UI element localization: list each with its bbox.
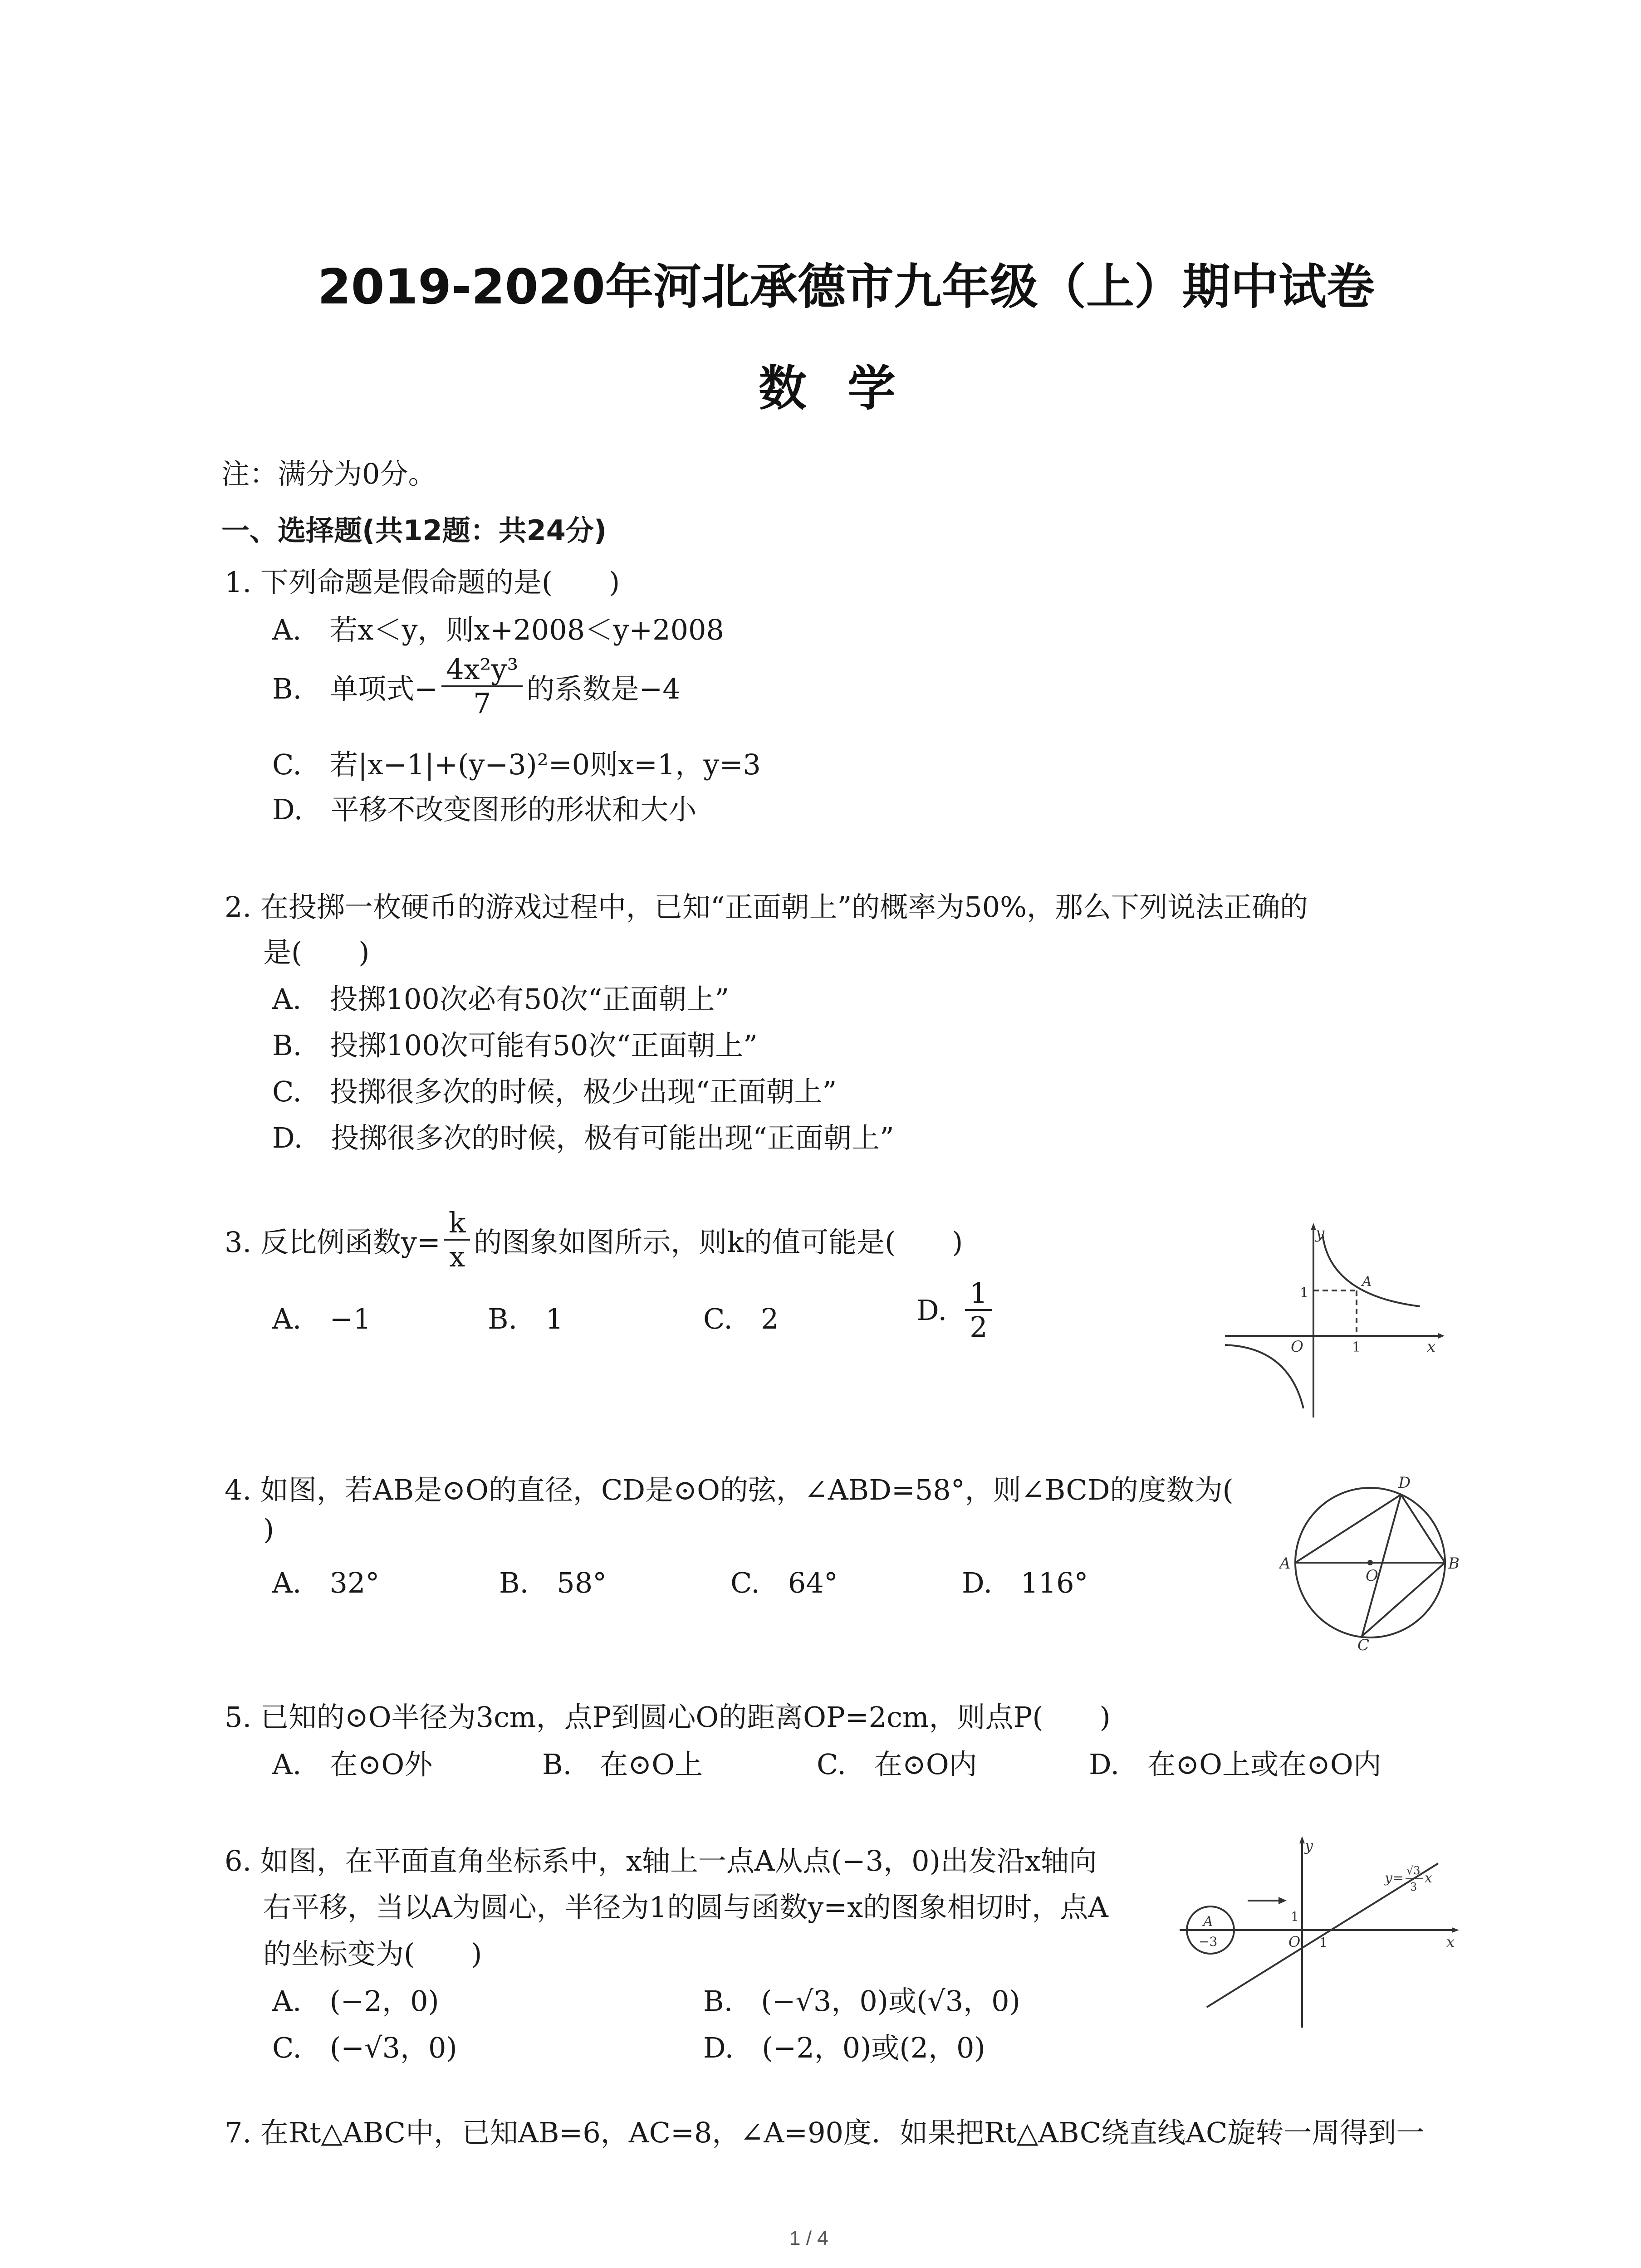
- question-6-option-a: A. (−2，0): [272, 1984, 439, 2018]
- segment-bd: [1401, 1495, 1445, 1563]
- question-3-option-b: B. 1: [488, 1302, 563, 1335]
- x-tick-1: 1: [1319, 1935, 1327, 1950]
- page-number: 1 / 4: [789, 2227, 828, 2249]
- question-6-option-d: D. (−2，0)或(2，0): [703, 2031, 985, 2064]
- shift-arrow-icon: [1279, 1897, 1287, 1904]
- y-tick-1: 1: [1291, 1909, 1299, 1924]
- circle-figure: [1279, 1470, 1461, 1651]
- question-5-stem: 5. 已知的⊙O半径为3cm，点P到圆心O的距离OP=2cm，则点P( ): [225, 1701, 1111, 1734]
- y-label: y: [1316, 1224, 1325, 1242]
- y-tick-1: 1: [1300, 1285, 1309, 1301]
- question-4-stem-line-1: 4. 如图，若AB是⊙O的直径，CD是⊙O的弦，∠ABD=58°，则∠BCD的度数为(: [225, 1473, 1234, 1506]
- x-label: x: [1446, 1933, 1455, 1950]
- question-1-option-b: B. 单项式− $\frac{\text{4x²y³}}{7}$ 的系数是−4: [272, 653, 681, 720]
- point-c-label: C: [1357, 1636, 1370, 1651]
- y-axis-arrow-icon: [1299, 1836, 1305, 1843]
- question-1-option-d: D. 平移不改变图形的形状和大小: [272, 793, 697, 826]
- question-6-option-b: B. (−√3，0)或(√3，0): [703, 1984, 1020, 2018]
- point-a-label: A: [1362, 1274, 1372, 1290]
- line-eq-prefix: y=: [1385, 1870, 1404, 1886]
- x-tick-1: 1: [1352, 1339, 1361, 1355]
- x-axis-arrow-icon: [1452, 1927, 1459, 1933]
- center-dot: [1367, 1560, 1373, 1565]
- center-a-label: A: [1203, 1914, 1213, 1930]
- neg-3-label: −3: [1199, 1934, 1218, 1949]
- y-label: y: [1305, 1837, 1313, 1854]
- half-fraction: $\frac{1}{2}$: [965, 1277, 992, 1344]
- point-a-label: A: [1279, 1554, 1291, 1573]
- question-6-option-c: C. (−√3，0): [272, 2031, 457, 2064]
- hyperbola-upper-branch: [1323, 1234, 1420, 1306]
- question-2-stem-line-1: 2. 在投掷一枚硬币的游戏过程中，已知“正面朝上”的概率为50%，那么下列说法正确的: [225, 890, 1308, 924]
- question-2-stem-line-2: 是( ): [263, 936, 370, 969]
- question-7-stem: 7. 在Rt△ABC中，已知AB=6，AC=8，∠A=90度．如果把Rt△ABC绕直线AC旋转一周得到一: [225, 2116, 1425, 2149]
- question-3-option-d: D. $\frac{1}{2}$: [916, 1277, 996, 1344]
- inverse-fraction: $\frac{k}{x}$: [444, 1207, 470, 1273]
- question-6-stem-line-1: 6. 如图，在平面直角坐标系中，x轴上一点A从点(−3，0)出发沿x轴向: [225, 1844, 1097, 1877]
- x-axis-arrow-icon: [1438, 1333, 1445, 1339]
- line-eq-den: 3: [1410, 1881, 1417, 1893]
- x-label: x: [1427, 1338, 1436, 1356]
- question-2-option-b: B. 投掷100次可能有50次“正面朝上”: [272, 1029, 758, 1062]
- point-b-label: B: [1448, 1554, 1460, 1573]
- question-4-option-b: B. 58°: [499, 1566, 607, 1599]
- score-note: 注：满分为0分。: [221, 457, 436, 490]
- hyperbola-figure: [1220, 1220, 1447, 1424]
- question-1-option-c: C. 若|x−1|+(y−3)²=0则x=1，y=3: [272, 748, 761, 781]
- question-3-option-a: A. −1: [272, 1302, 371, 1335]
- question-5-option-b: B. 在⊙O上: [542, 1748, 703, 1781]
- question-2-option-a: A. 投掷100次必有50次“正面朝上”: [272, 982, 730, 1016]
- point-d-label: D: [1398, 1474, 1411, 1492]
- question-3-stem: 3. 反比例函数y= $\frac{k}{x}$ 的图象如图所示，则k的值可能是( ): [225, 1206, 963, 1274]
- question-5-option-c: C. 在⊙O内: [817, 1748, 977, 1781]
- question-1-stem: 1. 下列命题是假命题的是( ): [225, 566, 620, 599]
- section-heading: 一、选择题(共12题：共24分): [221, 514, 607, 547]
- question-2-option-d: D. 投掷很多次的时候，极有可能出现“正面朝上”: [272, 1121, 894, 1154]
- question-4-option-d: D. 116°: [962, 1566, 1088, 1599]
- question-4-option-a: A. 32°: [272, 1566, 380, 1599]
- subject-title: 数学: [759, 361, 936, 416]
- question-4-stem-line-2: ): [263, 1513, 274, 1546]
- line-eq-num: √3: [1406, 1864, 1421, 1877]
- question-4-option-c: C. 64°: [730, 1566, 838, 1599]
- tangent-circle-figure: [1175, 1833, 1461, 2032]
- question-3-option-c: C. 2: [703, 1302, 779, 1335]
- origin-label: O: [1291, 1338, 1303, 1356]
- question-6-stem-line-2: 右平移，当以A为圆心，半径为1的圆与函数y=x的图象相切时，点A: [263, 1891, 1108, 1924]
- question-5-option-a: A. 在⊙O外: [272, 1748, 433, 1781]
- question-1-option-a: A. 若x＜y，则x+2008＜y+2008: [272, 613, 724, 646]
- exam-title: 2019-2020年河北承德市九年级（上）期中试卷: [318, 259, 1375, 315]
- origin-label: O: [1288, 1933, 1301, 1950]
- question-6-stem-line-3: 的坐标变为( ): [263, 1937, 482, 1970]
- question-5-option-d: D. 在⊙O上或在⊙O内: [1089, 1748, 1381, 1781]
- line-eq-var: x: [1425, 1870, 1432, 1886]
- center-o-label: O: [1366, 1567, 1378, 1585]
- monomial-fraction: $\frac{\text{4x²y³}}{7}$: [441, 653, 523, 720]
- question-2-option-c: C. 投掷很多次的时候，极少出现“正面朝上”: [272, 1075, 837, 1108]
